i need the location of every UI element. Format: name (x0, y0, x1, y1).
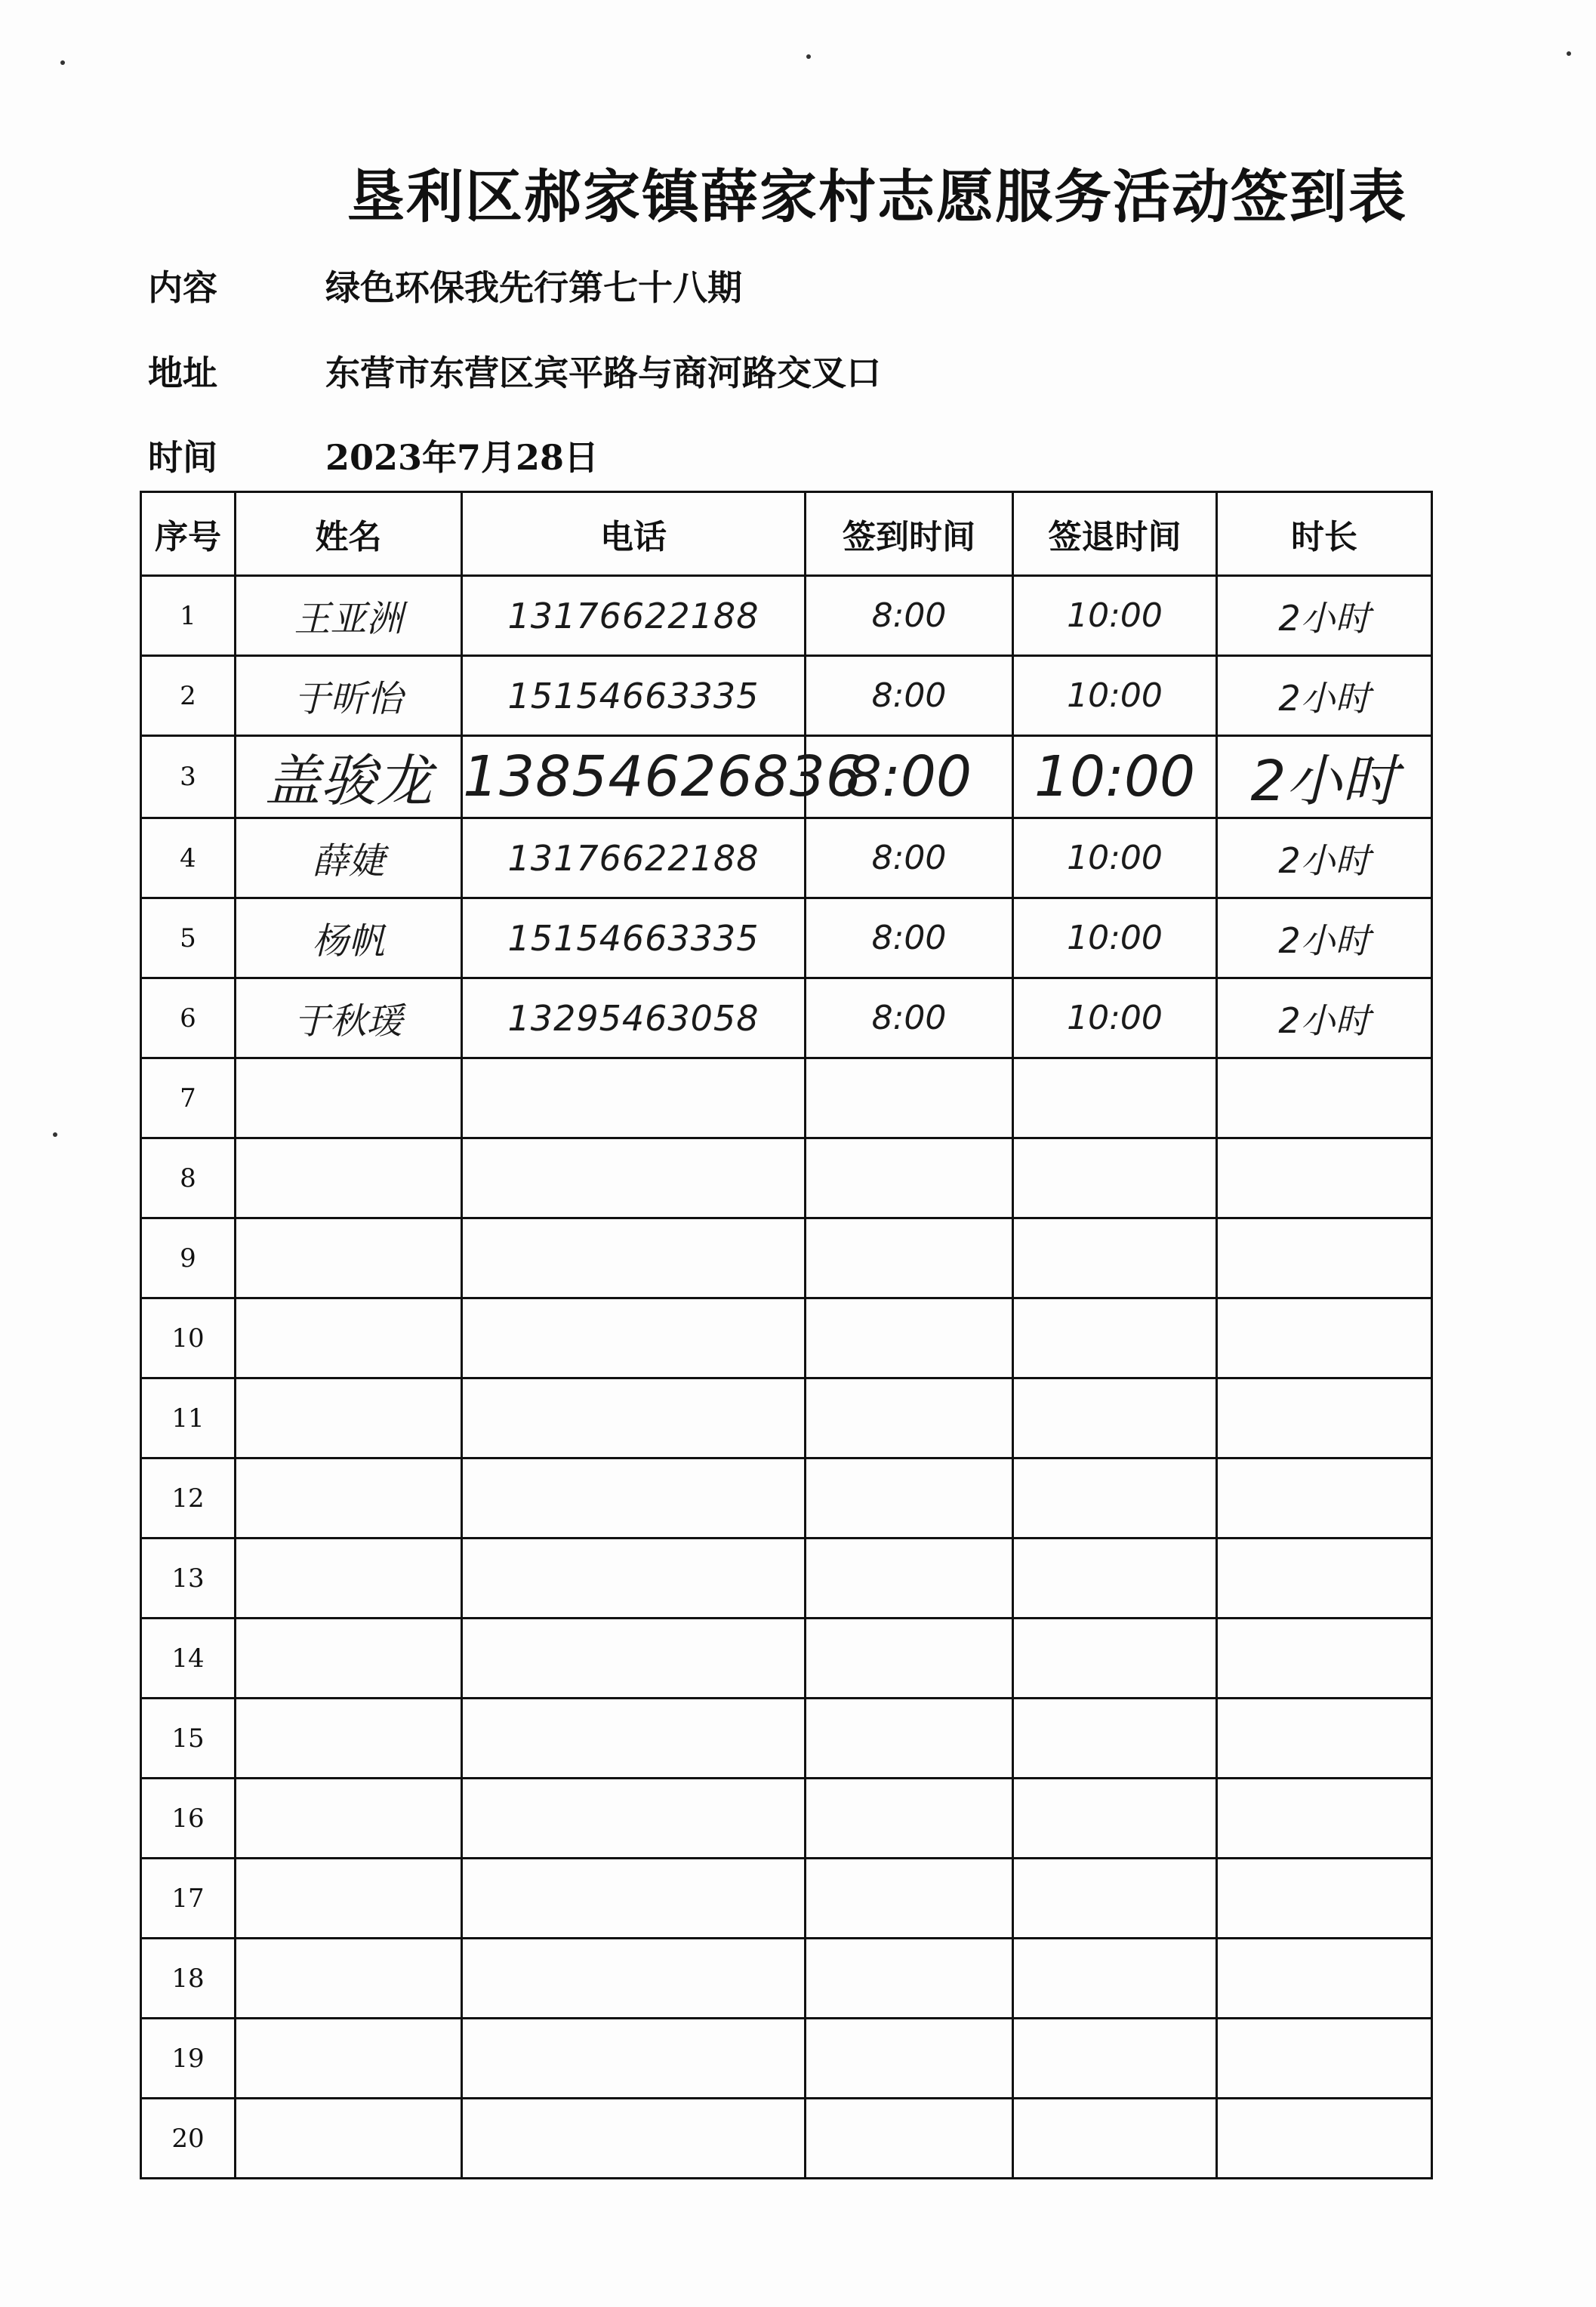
table-row (141, 656, 1432, 736)
cell-seq: 5 (141, 898, 236, 978)
header-phone: 电话 (462, 492, 806, 576)
cell-name: 于秋瑗 (236, 978, 462, 1058)
cell-phone: 13854626836 (462, 736, 806, 818)
table-row (141, 1539, 1432, 1619)
table-row (141, 576, 1432, 656)
table-row (141, 736, 1432, 818)
cell-phone (462, 2099, 806, 2179)
cell-sign-out (1013, 1539, 1217, 1619)
cell-sign-in (806, 1138, 1013, 1218)
cell-name (236, 1298, 462, 1378)
cell-sign-in (806, 2099, 1013, 2179)
cell-duration (1217, 1458, 1432, 1539)
cell-sign-out (1013, 1619, 1217, 1699)
cell-seq: 1 (141, 576, 236, 656)
cell-seq: 4 (141, 818, 236, 898)
meta-address-row (148, 346, 881, 396)
cell-phone (462, 1699, 806, 1779)
page-title: 垦利区郝家镇薛家村志愿服务活动签到表 (347, 163, 1407, 230)
cell-seq: 13 (141, 1539, 236, 1619)
cell-seq: 14 (141, 1619, 236, 1699)
table-row (141, 1939, 1432, 2019)
cell-phone (462, 1619, 806, 1699)
cell-duration (1217, 1619, 1432, 1699)
cell-sign-out: 10:00 (1013, 978, 1217, 1058)
cell-seq: 18 (141, 1939, 236, 2019)
cell-sign-in (806, 1058, 1013, 1138)
cell-name: 于昕怡 (236, 656, 462, 736)
meta-time-row (148, 430, 599, 480)
cell-seq: 10 (141, 1298, 236, 1378)
time-label: 时间 (148, 437, 217, 478)
table-row (141, 898, 1432, 978)
cell-phone (462, 2019, 806, 2099)
cell-sign-in (806, 1779, 1013, 1859)
cell-name (236, 1699, 462, 1779)
cell-sign-in (806, 1218, 1013, 1298)
cell-phone: 13295463058 (462, 978, 806, 1058)
cell-duration: 2小时 (1217, 656, 1432, 736)
cell-sign-out (1013, 1378, 1217, 1458)
cell-phone: 13176622188 (462, 576, 806, 656)
table-row (141, 1859, 1432, 1939)
cell-sign-in: 8:00 (806, 898, 1013, 978)
cell-name (236, 1939, 462, 2019)
cell-name: 盖骏龙 (236, 736, 462, 818)
cell-duration: 2小时 (1217, 576, 1432, 656)
table-row (141, 978, 1432, 1058)
cell-duration: 2小时 (1217, 818, 1432, 898)
table-row (141, 1699, 1432, 1779)
cell-sign-in (806, 2019, 1013, 2099)
address-value: 东营市东营区宾平路与商河路交叉口 (325, 353, 881, 393)
cell-phone (462, 1539, 806, 1619)
cell-seq: 2 (141, 656, 236, 736)
cell-name (236, 1138, 462, 1218)
cell-sign-in (806, 1378, 1013, 1458)
cell-sign-out: 10:00 (1013, 736, 1217, 818)
header-seq: 序号 (141, 492, 236, 576)
cell-sign-in (806, 1939, 1013, 2019)
cell-sign-out: 10:00 (1013, 576, 1217, 656)
cell-phone: 15154663335 (462, 656, 806, 736)
cell-sign-out (1013, 1058, 1217, 1138)
cell-duration (1217, 2099, 1432, 2179)
cell-name (236, 1378, 462, 1458)
cell-sign-out (1013, 1859, 1217, 1939)
cell-sign-out (1013, 1218, 1217, 1298)
cell-sign-out (1013, 1298, 1217, 1378)
cell-phone (462, 1218, 806, 1298)
cell-sign-out: 10:00 (1013, 898, 1217, 978)
cell-duration: 2小时 (1217, 736, 1432, 818)
cell-name: 薛婕 (236, 818, 462, 898)
cell-seq: 11 (141, 1378, 236, 1458)
cell-duration (1217, 1539, 1432, 1619)
table-row (141, 1298, 1432, 1378)
cell-phone: 15154663335 (462, 898, 806, 978)
table-header-row (141, 492, 1432, 576)
cell-sign-out (1013, 1939, 1217, 2019)
cell-sign-in (806, 1859, 1013, 1939)
cell-name (236, 1218, 462, 1298)
cell-duration (1217, 1378, 1432, 1458)
cell-phone (462, 1779, 806, 1859)
address-label: 地址 (148, 353, 217, 393)
cell-name (236, 1859, 462, 1939)
cell-sign-in (806, 1298, 1013, 1378)
paper-speck (60, 60, 65, 65)
cell-name: 杨帆 (236, 898, 462, 978)
cell-seq: 20 (141, 2099, 236, 2179)
cell-sign-in: 8:00 (806, 818, 1013, 898)
cell-duration (1217, 1218, 1432, 1298)
cell-name (236, 1458, 462, 1539)
cell-duration (1217, 1699, 1432, 1779)
table-row (141, 1138, 1432, 1218)
cell-seq: 7 (141, 1058, 236, 1138)
cell-sign-out (1013, 2019, 1217, 2099)
cell-sign-in (806, 1539, 1013, 1619)
cell-name (236, 1539, 462, 1619)
cell-phone (462, 1138, 806, 1218)
cell-seq: 17 (141, 1859, 236, 1939)
table-body (141, 576, 1432, 2179)
table-row (141, 1619, 1432, 1699)
cell-sign-out: 10:00 (1013, 818, 1217, 898)
sign-in-table (140, 491, 1433, 2179)
cell-name: 王亚洲 (236, 576, 462, 656)
paper-speck (53, 1132, 57, 1137)
time-value: 2023年7月28日 (325, 437, 599, 478)
cell-seq: 19 (141, 2019, 236, 2099)
cell-sign-in (806, 1699, 1013, 1779)
cell-phone (462, 1939, 806, 2019)
cell-sign-in (806, 1619, 1013, 1699)
paper-speck (1567, 51, 1571, 56)
cell-sign-out (1013, 1779, 1217, 1859)
table-row (141, 2019, 1432, 2099)
table-row (141, 2099, 1432, 2179)
cell-phone (462, 1458, 806, 1539)
cell-sign-in: 8:00 (806, 576, 1013, 656)
table-row (141, 1378, 1432, 1458)
cell-duration (1217, 1939, 1432, 2019)
cell-name (236, 1619, 462, 1699)
cell-sign-out (1013, 2099, 1217, 2179)
cell-phone (462, 1378, 806, 1458)
cell-seq: 16 (141, 1779, 236, 1859)
cell-duration (1217, 1298, 1432, 1378)
meta-content-row (148, 260, 742, 310)
cell-sign-in: 8:00 (806, 656, 1013, 736)
cell-name (236, 1058, 462, 1138)
header-name: 姓名 (236, 492, 462, 576)
cell-duration (1217, 1779, 1432, 1859)
cell-name (236, 2019, 462, 2099)
paper-speck (806, 54, 811, 59)
cell-duration: 2小时 (1217, 978, 1432, 1058)
cell-sign-in: 8:00 (806, 978, 1013, 1058)
header-duration: 时长 (1217, 492, 1432, 576)
cell-seq: 15 (141, 1699, 236, 1779)
cell-name (236, 2099, 462, 2179)
cell-phone (462, 1058, 806, 1138)
cell-seq: 8 (141, 1138, 236, 1218)
cell-duration (1217, 1859, 1432, 1939)
cell-duration (1217, 2019, 1432, 2099)
cell-duration: 2小时 (1217, 898, 1432, 978)
cell-phone (462, 1859, 806, 1939)
cell-duration (1217, 1138, 1432, 1218)
table-row (141, 1779, 1432, 1859)
cell-sign-out: 10:00 (1013, 656, 1217, 736)
cell-phone: 13176622188 (462, 818, 806, 898)
cell-seq: 6 (141, 978, 236, 1058)
table-row (141, 1458, 1432, 1539)
content-value: 绿色环保我先行第七十八期 (325, 267, 742, 308)
header-sign-out: 签退时间 (1013, 492, 1217, 576)
cell-seq: 9 (141, 1218, 236, 1298)
cell-seq: 12 (141, 1458, 236, 1539)
cell-sign-out (1013, 1138, 1217, 1218)
cell-duration (1217, 1058, 1432, 1138)
cell-sign-out (1013, 1699, 1217, 1779)
table-row (141, 1218, 1432, 1298)
cell-phone (462, 1298, 806, 1378)
cell-name (236, 1779, 462, 1859)
cell-sign-in: 8:00 (806, 736, 1013, 818)
cell-sign-in (806, 1458, 1013, 1539)
table-row (141, 818, 1432, 898)
table-row (141, 1058, 1432, 1138)
header-sign-in: 签到时间 (806, 492, 1013, 576)
cell-sign-out (1013, 1458, 1217, 1539)
cell-seq: 3 (141, 736, 236, 818)
content-label: 内容 (148, 267, 217, 308)
